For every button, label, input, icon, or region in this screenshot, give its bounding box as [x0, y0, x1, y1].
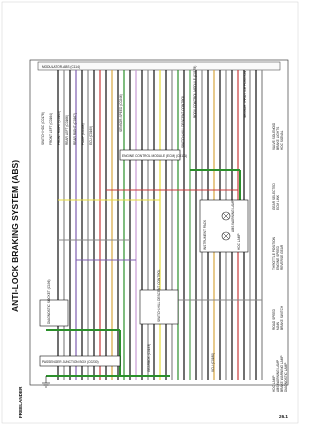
right-label: THROTTLE POSITION: [272, 237, 276, 270]
left-label: REAR RIGHT (C0167): [73, 112, 77, 145]
right-label: ROAD SPEED: [272, 309, 276, 330]
right-label: BRAKE SWITCH: [280, 305, 284, 330]
body-cm-label: BODY CONTROL MODULE (C0178): [193, 65, 197, 118]
right-label: HDC LAMP: [272, 375, 276, 392]
gearbox-label: GEARBOX (C0193): [147, 343, 151, 372]
instrument-pack-label: INSTRUMENT PACK: [203, 219, 207, 250]
right-label: ENGINE SPEED: [276, 246, 280, 270]
left-label: PUMP (C0168): [81, 123, 85, 145]
diagnostic-socket-label: DIAGNOSTIC SOCKET (C196): [47, 279, 51, 324]
right-label: BRAKE LIGHTS: [276, 126, 280, 150]
left-label: FRONT LEFT (C0164): [49, 113, 53, 145]
right-label: GEAR SELECTED: [272, 183, 276, 210]
right-label: HDC SIGNAL: [280, 130, 284, 150]
engine-cm-label: ENGINE CONTROL MODULE (ECM) (C0111): [122, 154, 188, 158]
left-label: REAR LEFT (C0166): [65, 115, 69, 145]
right-label: ABS WARNING LAMP: [276, 359, 280, 392]
right-label: DIAGNOSTIC LAMP: [284, 362, 288, 392]
right-label: ECM LINK: [276, 194, 280, 210]
right-label: MAIN: [276, 322, 280, 330]
switch-hdc-label: SWITCH-HILL DESCENT CONTROL: [157, 269, 161, 322]
switch-hdc-block-label: SWITCH-HILL DESCENT CONTROL: [181, 95, 185, 148]
vcu-label: VCU (C0180): [211, 352, 215, 372]
left-label: ECU (C0169): [89, 125, 93, 145]
diagnostic-socket-box: [40, 300, 68, 326]
right-label: BRAKE WARNING LAMP: [280, 355, 284, 392]
right-label: REVERSE GEAR: [280, 244, 284, 270]
left-label: SWITCH HDC (C0178): [41, 112, 45, 145]
right-label: VALVE SOLENOID: [272, 122, 276, 150]
footer-model: FREELANDER: [18, 386, 23, 418]
sensor-throttle-label: SENSOR THROTTLE POSITION: [243, 70, 247, 118]
sensor-speed-label: SENSOR-SPEED (C0246): [119, 94, 123, 132]
modulator-label: MODULATOR-ABS (C114): [42, 65, 80, 69]
page-title: ANTI-LOCK BRAKING SYSTEM (ABS): [10, 159, 20, 312]
hdc-lamp-label: HDC LAMP: [237, 233, 241, 250]
footer-page-number: 26.1: [279, 414, 288, 419]
passenger-junction-label: PASSENGER JUNCTION BOX (C0230): [42, 360, 99, 364]
abs-lamp-label: ABS WARNING LAMP: [231, 199, 235, 232]
left-label: FRONT RIGHT (C0165): [57, 110, 61, 145]
